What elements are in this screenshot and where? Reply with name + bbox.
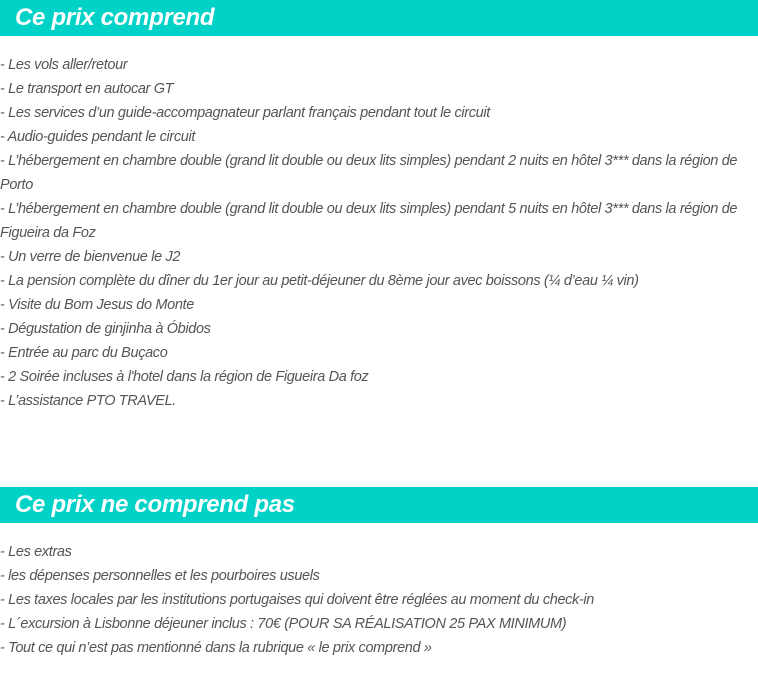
included-item: - Audio-guides pendant le circuit — [0, 129, 196, 145]
excluded-item: - Les extras — [0, 544, 72, 560]
included-item: - L’hébergement en chambre double (grand lit double ou deux lits simples) pendant 2 nuits en hôtel 3*** dans la région de Porto — [0, 153, 738, 193]
included-item: - L’assistance PTO TRAVEL. — [0, 393, 176, 409]
excluded-items-list — [0, 540, 758, 660]
included-item: - Entrée au parc du Buçaco — [0, 345, 168, 361]
included-item: - Visite du Bom Jesus do Monte — [0, 297, 194, 313]
included-item: - Un verre de bienvenue le J2 — [0, 249, 181, 265]
included-item: - Les vols aller/retour — [0, 57, 128, 73]
excluded-item: - L´excursion à Lisbonne déjeuner inclus : 70€ (POUR SA RÉALISATION 25 PAX MINIMUM) — [0, 616, 567, 632]
excluded-item: - Les taxes locales par les institutions portugaises qui doivent être réglées au moment du check-in — [0, 592, 595, 608]
excluded-item: - Tout ce qui n’est pas mentionné dans la rubrique « le prix comprend » — [0, 640, 432, 656]
included-section-title: Ce prix comprend — [0, 0, 758, 36]
included-item: - Dégustation de ginjinha à Óbidos — [0, 321, 211, 337]
excluded-section-title: Ce prix ne comprend pas — [0, 487, 758, 523]
included-items-list — [0, 53, 758, 413]
included-item: - Les services d’un guide-accompagnateur parlant français pendant tout le circuit — [0, 105, 490, 121]
included-item: - 2 Soirée incluses à l'hotel dans la région de Figueira Da foz — [0, 369, 369, 385]
excluded-item: - les dépenses personnelles et les pourboires usuels — [0, 568, 320, 584]
included-item: - L’hébergement en chambre double (grand lit double ou deux lits simples) pendant 5 nuits en hôtel 3*** dans la région de Figueira da Foz — [0, 201, 738, 241]
included-item: - Le transport en autocar GT — [0, 81, 174, 97]
included-item: - La pension complète du dîner du 1er jour au petit-déjeuner du 8ème jour avec boissons (¼ d’eau ¼ vin) — [0, 273, 639, 289]
